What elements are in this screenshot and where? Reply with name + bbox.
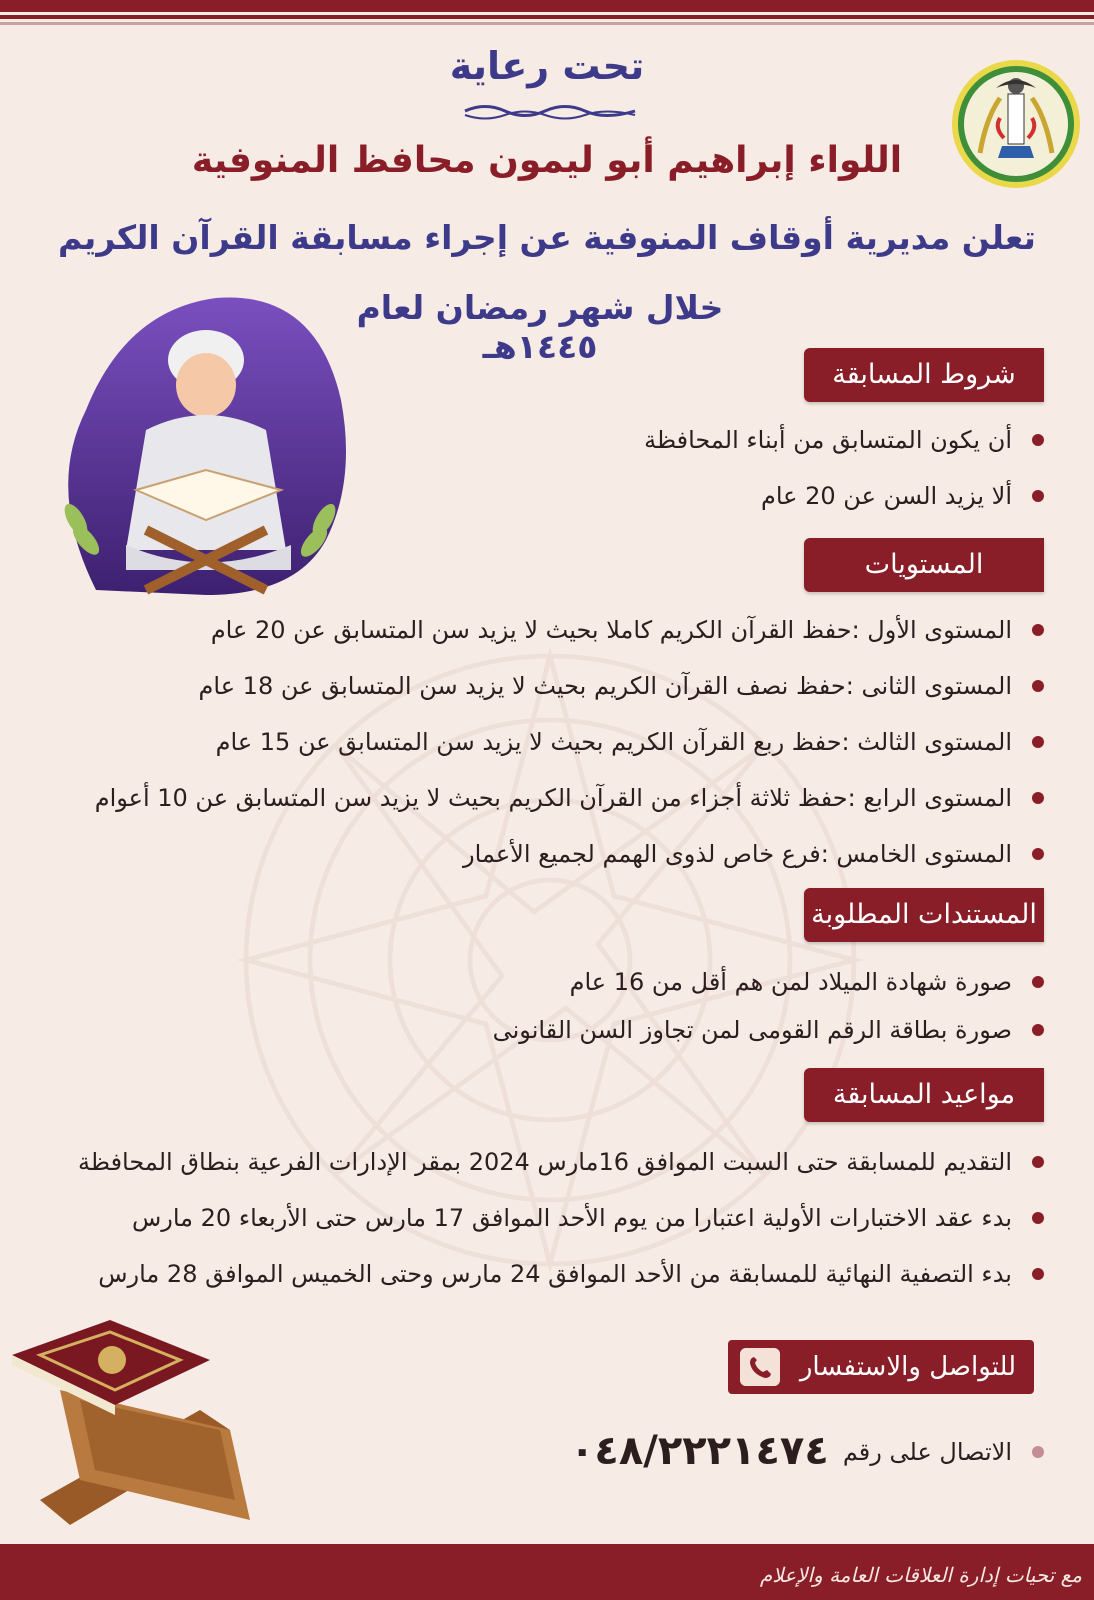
contact-label: الاتصال على رقم	[842, 1438, 1012, 1466]
levels-section-title: المستويات	[804, 538, 1044, 592]
list-item: المستوى الثانى :حفظ نصف القرآن الكريم بحيث لا يزيد سن المتسابق عن 18 عام	[199, 672, 1044, 700]
list-item: المستوى الخامس :فرع خاص لذوى الهمم لجميع الأعمار	[463, 840, 1044, 868]
phone-icon	[740, 1348, 780, 1386]
bullet-icon	[1032, 434, 1044, 446]
bullet-icon	[1032, 624, 1044, 636]
documents-section-title: المستندات المطلوبة	[804, 888, 1044, 942]
bullet-icon	[1032, 976, 1044, 988]
bullet-icon	[1032, 1024, 1044, 1036]
bullet-icon	[1032, 680, 1044, 692]
list-item: صورة شهادة الميلاد لمن هم أقل من 16 عام	[570, 968, 1044, 996]
bullet-icon	[1032, 490, 1044, 502]
list-item: بدء عقد الاختبارات الأولية اعتبارا من يوم الأحد الموافق 17 مارس حتى الأربعاء 20 مارس	[132, 1204, 1044, 1232]
bullet-icon	[1032, 736, 1044, 748]
bullet-icon	[1032, 1156, 1044, 1168]
boy-reading-quran-illustration	[56, 290, 356, 600]
bullet-icon	[1032, 1446, 1044, 1458]
bullet-icon	[1032, 848, 1044, 860]
list-item: المستوى الأول :حفظ القرآن الكريم كاملا بحيث لا يزيد سن المتسابق عن 20 عام	[211, 616, 1044, 644]
bullet-icon	[1032, 1212, 1044, 1224]
phone-number[interactable]: ٠٤٨/٢٢٢١٤٧٤	[570, 1428, 829, 1474]
bullet-icon	[1032, 792, 1044, 804]
under-patronage-heading: تحت رعاية	[449, 44, 645, 88]
list-item: ألا يزيد السن عن 20 عام	[761, 482, 1044, 510]
contact-title-text: للتواصل والاستفسار	[799, 1352, 1016, 1382]
list-item: صورة بطاقة الرقم القومى لمن تجاوز السن القانونى	[493, 1016, 1044, 1044]
list-item: التقديم للمسابقة حتى السبت الموافق 16مارس 2024 بمقر الإدارات الفرعية بنطاق المحافظة	[78, 1148, 1044, 1176]
dates-section-title: مواعيد المسابقة	[804, 1068, 1044, 1122]
bullet-icon	[1032, 1268, 1044, 1280]
ornament-divider	[460, 100, 640, 122]
contact-row	[843, 1438, 1044, 1466]
top-border	[0, 0, 1094, 30]
conditions-section-title: شروط المسابقة	[804, 348, 1044, 402]
governor-title: اللواء إبراهيم أبو ليمون محافظ المنوفية	[191, 140, 903, 181]
list-item: المستوى الرابع :حفظ ثلاثة أجزاء من القرآن الكريم بحيث لا يزيد سن المتسابق عن 10 أعوام	[95, 784, 1044, 812]
list-item: المستوى الثالث :حفظ ربع القرآن الكريم بحيث لا يزيد سن المتسابق عن 15 عام	[216, 728, 1044, 756]
quran-on-stand-illustration	[0, 1270, 300, 1540]
footer-signature: مع تحيات إدارة العلاقات العامة والإعلام	[759, 1563, 1082, 1587]
list-item: أن يكون المتسابق من أبناء المحافظة	[644, 426, 1044, 454]
announcement-title: تعلن مديرية أوقاف المنوفية عن إجراء مسابقة القرآن الكريم	[58, 218, 1036, 257]
list-item: بدء التصفية النهائية للمسابقة من الأحد الموافق 24 مارس وحتى الخميس الموافق 28 مارس	[98, 1260, 1044, 1288]
period-title: خلال شهر رمضان لعام ١٤٤٥هـ	[356, 288, 724, 366]
contact-section-title	[728, 1340, 1034, 1394]
